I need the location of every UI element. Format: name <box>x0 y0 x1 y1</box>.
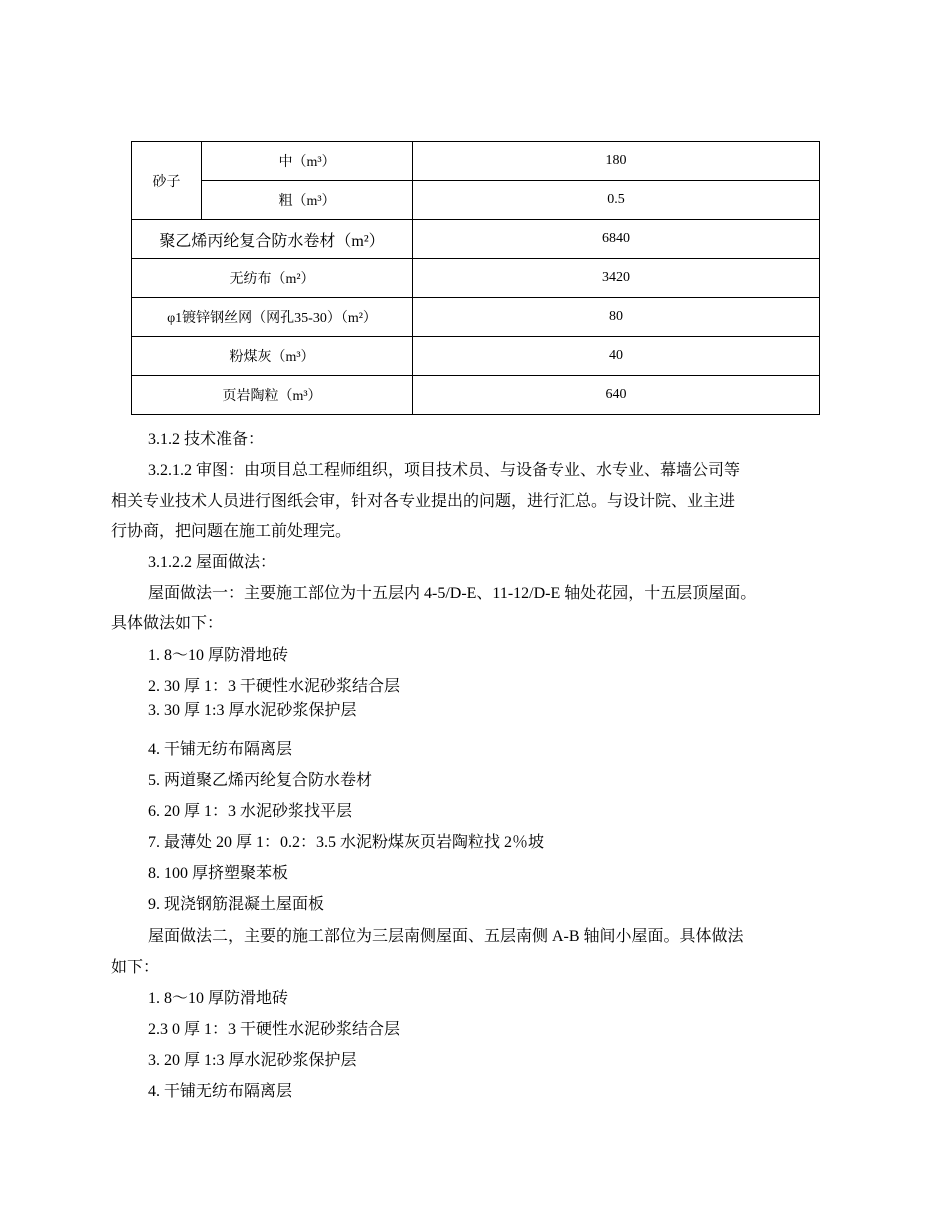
section-heading: 3.1.2.2 屋面做法： <box>148 554 277 571</box>
quantity-cell: 80 <box>413 298 820 337</box>
paragraph-line: 如下： <box>111 959 160 976</box>
quantity-cell: 640 <box>413 376 820 415</box>
quantity-cell: 0.5 <box>413 181 820 220</box>
quantity-cell: 6840 <box>413 220 820 259</box>
table-row <box>132 376 820 415</box>
material-cell: 中（m³） <box>202 142 413 181</box>
list-item: 9. 现浇钢筋混凝土屋面板 <box>148 896 325 913</box>
paragraph-line: 相关专业技术人员进行图纸会审，针对各专业提出的问题，进行汇总。与设计院、业主进 <box>111 493 736 510</box>
table-row <box>132 259 820 298</box>
list-item: 1. 8～10 厚防滑地砖 <box>148 990 289 1007</box>
table-row <box>132 181 820 220</box>
list-item: 2. 30 厚 1：3 干硬性水泥砂浆结合层 <box>148 678 401 695</box>
material-cell: 粉煤灰（m³） <box>132 337 413 376</box>
materials-table <box>131 141 820 415</box>
paragraph-line: 屋面做法二，主要的施工部位为三层南侧屋面、五层南侧 A-B 轴间小屋面。具体做法 <box>148 928 744 945</box>
list-item: 1. 8～10 厚防滑地砖 <box>148 647 289 664</box>
quantity-cell: 180 <box>413 142 820 181</box>
paragraph-line: 屋面做法一：主要施工部位为十五层内 4-5/D-E、11-12/D-E 轴处花园，十五层顶屋面。 <box>148 585 757 602</box>
table-row <box>132 298 820 337</box>
material-cell: φ1镀锌钢丝网（网孔35-30）（m²） <box>132 298 413 337</box>
section-heading: 3.1.2 技术准备： <box>148 431 265 448</box>
paragraph-line: 行协商，把问题在施工前处理完。 <box>111 523 352 540</box>
material-cell: 粗（m³） <box>202 181 413 220</box>
material-cell: 聚乙烯丙纶复合防水卷材（m²） <box>132 220 413 259</box>
list-item: 3. 20 厚 1:3 厚水泥砂浆保护层 <box>148 1052 357 1069</box>
list-item: 7. 最薄处 20 厚 1：0.2：3.5 水泥粉煤灰页岩陶粒找 2％坡 <box>148 834 545 851</box>
list-item: 3. 30 厚 1:3 厚水泥砂浆保护层 <box>148 702 357 719</box>
paragraph-line: 具体做法如下： <box>111 615 224 632</box>
paragraph-line: 3.2.1.2 审图：由项目总工程师组织，项目技术员、与设备专业、水专业、幕墙公司等 <box>148 462 741 479</box>
list-item: 2.3 0 厚 1：3 干硬性水泥砂浆结合层 <box>148 1021 401 1038</box>
group-label-cell: 砂子 <box>132 142 202 220</box>
list-item: 8. 100 厚挤塑聚苯板 <box>148 865 289 882</box>
table-row <box>132 220 820 259</box>
quantity-cell: 40 <box>413 337 820 376</box>
material-cell: 无纺布（m²） <box>132 259 413 298</box>
list-item: 4. 干铺无纺布隔离层 <box>148 741 293 758</box>
table-row <box>132 142 820 181</box>
material-cell: 页岩陶粒（m³） <box>132 376 413 415</box>
list-item: 6. 20 厚 1：3 水泥砂浆找平层 <box>148 803 353 820</box>
quantity-cell: 3420 <box>413 259 820 298</box>
table-row <box>132 337 820 376</box>
list-item: 5. 两道聚乙烯丙纶复合防水卷材 <box>148 772 373 789</box>
list-item: 4. 干铺无纺布隔离层 <box>148 1083 293 1100</box>
